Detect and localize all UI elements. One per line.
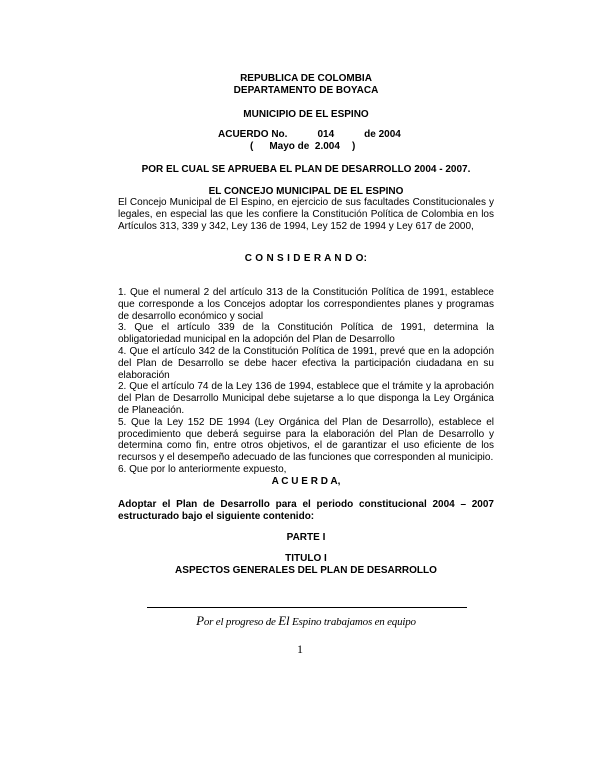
title-number-heading: TITULO I: [285, 553, 327, 564]
country-heading: REPUBLICA DE COLOMBIA: [240, 73, 372, 84]
consideration-item: 3. Que el artículo 339 de la Constitución Política de 1991, determina la obligatoriedad municipal en la adopción del Plan de Desarrollo: [118, 322, 494, 346]
page-number: 1: [297, 642, 303, 656]
date-close-paren: ): [351, 141, 356, 152]
title-name-heading: ASPECTOS GENERALES DEL PLAN DE DESARROLLO: [175, 565, 437, 576]
municipality-heading: MUNICIPIO DE EL ESPINO: [243, 109, 369, 120]
considerations-list: [118, 287, 494, 476]
agreement-date-line: [250, 141, 355, 153]
consideration-item: 6. Que por lo anteriormente expuesto,: [118, 463, 287, 475]
council-heading: EL CONCEJO MUNICIPAL DE EL ESPINO: [208, 186, 404, 197]
part-heading: PARTE I: [286, 532, 326, 543]
acuerda-heading: A C U E R D A,: [271, 476, 341, 487]
document-title: POR EL CUAL SE APRUEBA EL PLAN DE DESARROLLO 2004 - 2007.: [141, 164, 471, 175]
agreement-line: [218, 129, 401, 141]
agreement-number: 014: [317, 129, 335, 140]
department-heading: DEPARTAMENTO DE BOYACA: [233, 85, 379, 96]
consideration-item: 4. Que el artículo 342 de la Constitución Política de 1991, prevé que en la adopción del Plan de Desarrollo se debe hacer efectiva la participación ciudadana en su elaboración: [118, 345, 494, 381]
agreement-label: ACUERDO No.: [218, 129, 288, 140]
council-paragraph: El Concejo Municipal de El Espino, en ejercicio de sus facultades Constitucionales y legales, en especial las que les confiere la Constitución Política de Colombia en los Artículos 313, 339 y 342, Ley 136 de 1994, Ley 152 de 1994 y Ley 617 de 2000,: [118, 197, 494, 232]
agreement-date: Mayo de 2.004: [269, 141, 340, 152]
adopt-paragraph: Adoptar el Plan de Desarrollo para el periodo constitucional 2004 – 2007 estructurado bajo el siguiente contenido:: [118, 499, 494, 522]
agreement-year: de 2004: [364, 129, 401, 140]
date-open-paren: (: [250, 141, 254, 152]
considerando-heading: C O N S I D E R A N D O:: [244, 253, 368, 264]
footer-motto: Por el progreso de El Espino trabajamos en equipo: [196, 613, 416, 628]
consideration-item: 5. Que la Ley 152 DE 1994 (Ley Orgánica del Plan de Desarrollo), establece el procedimiento que deberá seguirse para la elaboración del Plan de Desarrollo y determina como fin, entre otros objetivos, el de garantizar el uso eficiente de los recursos y el desempeño adecuado de las funciones que corresponden al municipio.: [118, 416, 494, 464]
footer-rule: [147, 607, 467, 608]
consideration-item: 2. Que el artículo 74 de la Ley 136 de 1994, establece que el trámite y la aprobación del Plan de Desarrollo Municipal debe sujetarse a lo que disponga la Ley Orgánica de Planeación.: [118, 381, 494, 416]
consideration-item: 1. Que el numeral 2 del artículo 313 de la Constitución Política de 1991, establece que corresponde a los Concejos adoptar los correspondientes planes y programas de desarrollo económico y social: [118, 287, 494, 322]
